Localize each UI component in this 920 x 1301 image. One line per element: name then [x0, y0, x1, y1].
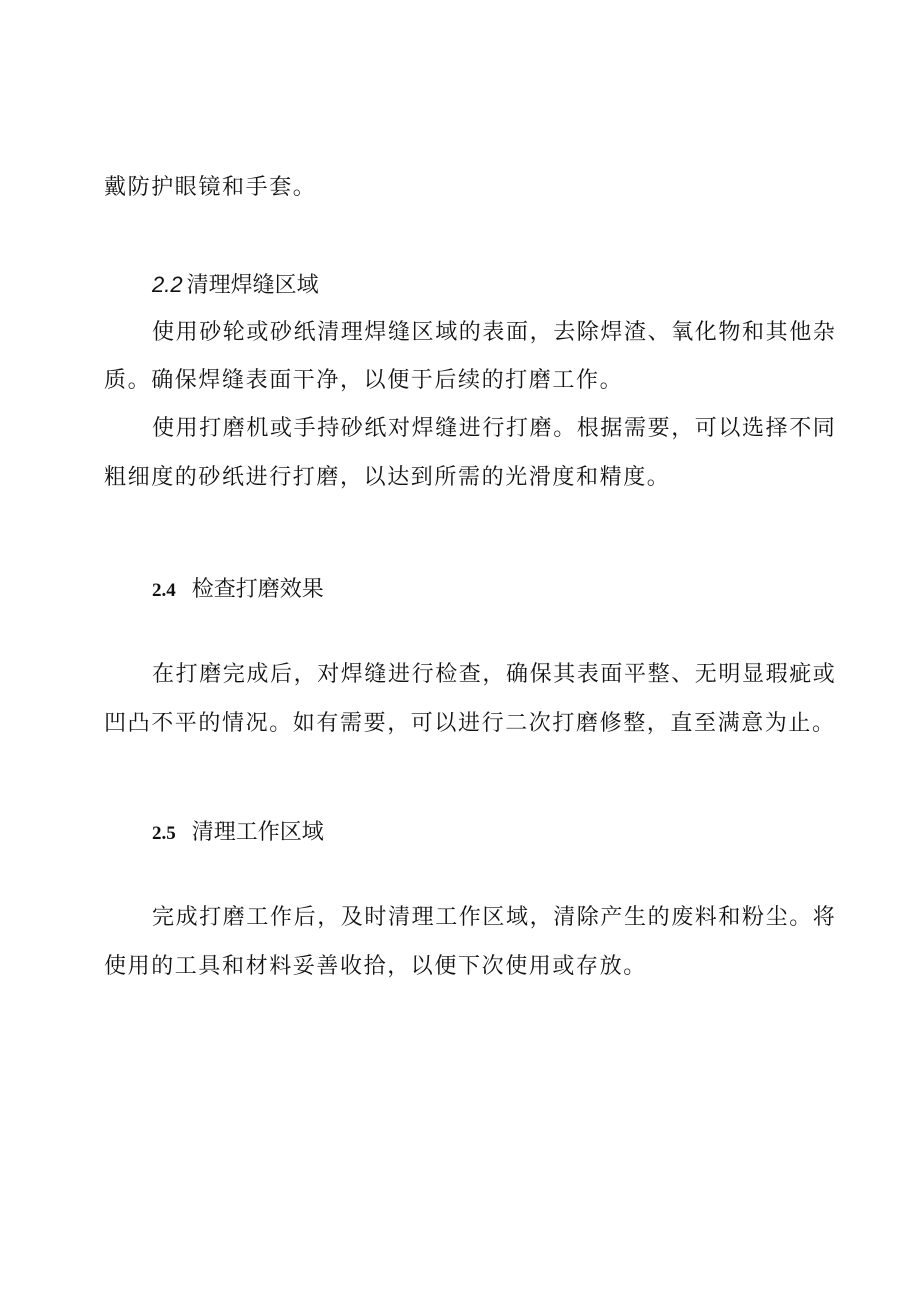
paragraph-line: 使用打磨机或手持砂纸对焊缝进行打磨。根据需要，可以选择不同 — [152, 416, 837, 441]
paragraph-line: 使用砂轮或砂纸清理焊缝区域的表面，去除焊渣、氧化物和其他杂 — [152, 320, 837, 345]
section-title: 检查打磨效果 — [191, 577, 324, 602]
paragraph-line: 完成打磨工作后，及时清理工作区域，清除产生的废料和粉尘。将 — [152, 905, 837, 930]
paragraph-line: 在打磨完成后，对焊缝进行检查，确保其表面平整、无明显瑕疵或 — [152, 662, 837, 687]
intro-tail-text: 戴防护眼镜和手套。 — [104, 175, 317, 200]
paragraph-line: 粗细度的砂纸进行打磨，以达到所需的光滑度和精度。 — [104, 465, 671, 490]
section-heading-2-2 — [152, 270, 319, 301]
section-number: 2.4 — [152, 580, 176, 601]
section-heading-2-5 — [152, 818, 324, 849]
section-number: 2.5 — [152, 823, 176, 844]
section-title: 清理工作区域 — [191, 820, 324, 845]
paragraph-line: 凹凸不平的情况。如有需要，可以进行二次打磨修整，直至满意为止。 — [104, 711, 836, 736]
paragraph-line: 质。确保焊缝表面干净，以便于后续的打磨工作。 — [104, 368, 624, 393]
section-heading-2-4 — [152, 575, 324, 606]
section-title: 清理焊缝区域 — [186, 273, 319, 298]
section-number: 2.2 — [152, 272, 183, 297]
paragraph-line: 使用的工具和材料妥善收拾，以便下次使用或存放。 — [104, 954, 647, 979]
